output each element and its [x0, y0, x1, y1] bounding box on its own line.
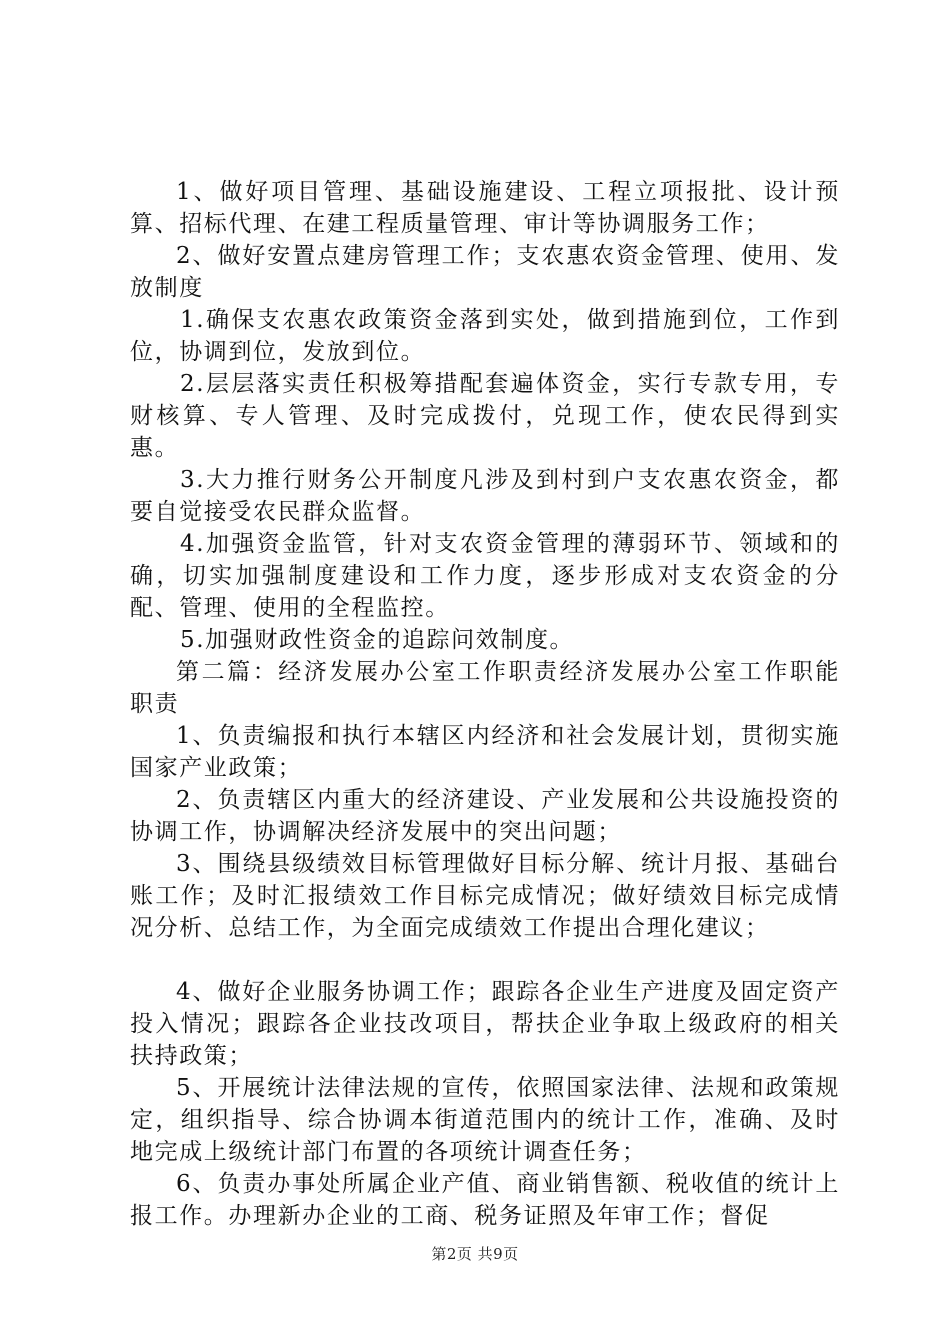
paragraph-subitem-4: 4.加强资金监管，针对支农资金管理的薄弱环节、领域和的确，切实加强制度建设和工作力度，逐步形成对支农资金的分配、管理、使用的全程监控。	[130, 531, 840, 621]
duty-item-4: 4、做好企业服务协调工作；跟踪各企业生产进度及固定资产投入情况；跟踪各企业技改项目，帮扶企业争取上级政府的相关扶持政策；	[130, 979, 840, 1069]
document-body	[130, 176, 840, 1232]
duty-item-5: 5、开展统计法律法规的宣传，依照国家法律、法规和政策规定，组织指导、综合协调本街道范围内的统计工作，准确、及时地完成上级统计部门布置的各项统计调查任务；	[130, 1075, 840, 1165]
paragraph-subitem-3: 3.大力推行财务公开制度凡涉及到村到户支农惠农资金，都要自觉接受农民群众监督。	[130, 467, 840, 525]
duty-item-2: 2、负责辖区内重大的经济建设、产业发展和公共设施投资的协调工作，协调解决经济发展中的突出问题；	[130, 787, 840, 845]
paragraph-subitem-5: 5.加强财政性资金的追踪问效制度。	[180, 627, 575, 653]
duty-item-6: 6、负责办事处所属企业产值、商业销售额、税收值的统计上报工作。办理新办企业的工商、税务证照及年审工作；督促	[130, 1171, 840, 1229]
paragraph-subitem-1: 1.确保支农惠农政策资金落到实处，做到措施到位，工作到位，协调到位，发放到位。	[130, 307, 840, 365]
paragraph-item-2: 2、做好安置点建房管理工作；支农惠农资金管理、使用、发放制度	[130, 243, 840, 301]
duty-item-3: 3、围绕县级绩效目标管理做好目标分解、统计月报、基础台账工作；及时汇报绩效工作目标完成情况；做好绩效目标完成情况分析、总结工作，为全面完成绩效工作提出合理化建议；	[130, 851, 840, 941]
paragraph-item-1: 1、做好项目管理、基础设施建设、工程立项报批、设计预算、招标代理、在建工程质量管理、审计等协调服务工作；	[130, 179, 840, 237]
paragraph-subitem-2: 2.层层落实责任积极筹措配套遍体资金，实行专款专用，专财核算、专人管理、及时完成拨付，兑现工作，使农民得到实惠。	[130, 371, 840, 461]
page-number-footer: 第2页 共9页	[431, 1245, 519, 1263]
duty-item-1: 1、负责编报和执行本辖区内经济和社会发展计划，贯彻实施国家产业政策；	[130, 723, 840, 781]
section-heading: 第二篇：经济发展办公室工作职责经济发展办公室工作职能职责	[130, 659, 840, 717]
paragraph-gap	[130, 944, 840, 976]
